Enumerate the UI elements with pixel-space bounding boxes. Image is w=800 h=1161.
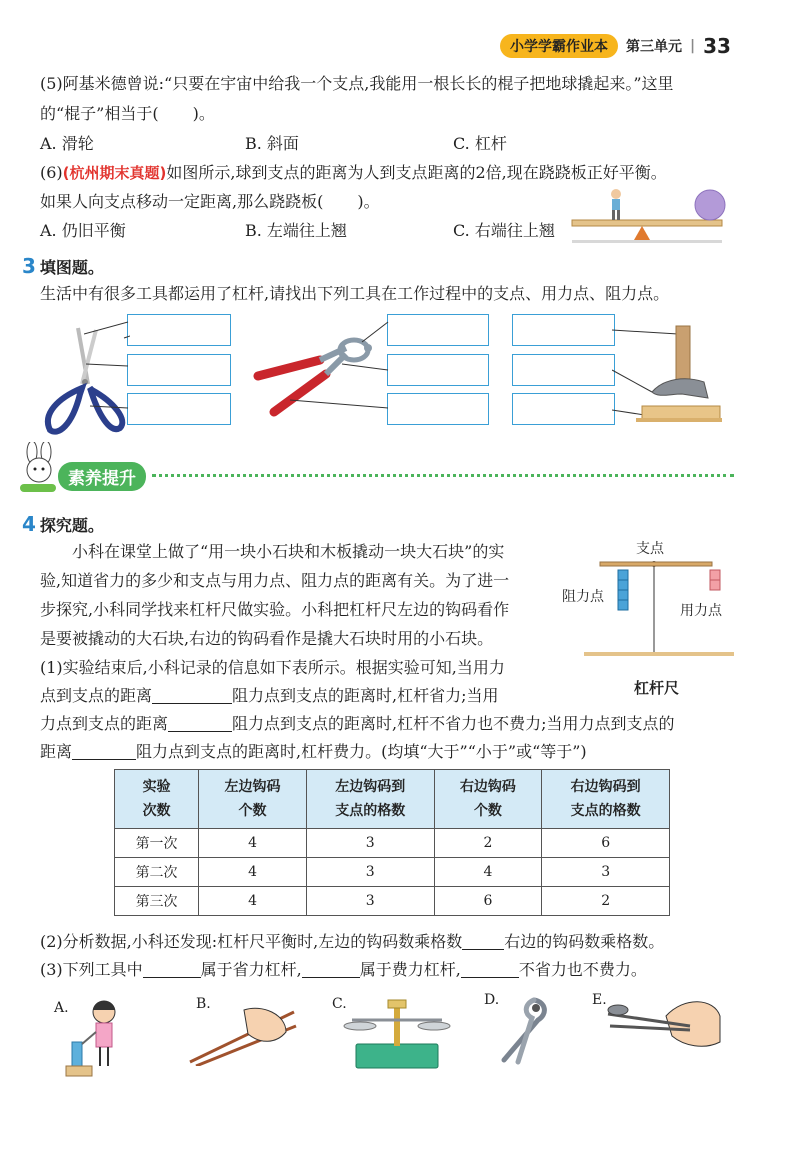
header-trial: 实验 次数	[115, 770, 199, 829]
nutcracker-box-3[interactable]	[387, 393, 489, 425]
table-cell: 6	[434, 887, 542, 916]
lever-base	[584, 652, 734, 656]
table-cell: 4	[199, 887, 307, 916]
sec4-q1-line3	[40, 714, 675, 734]
table-cell: 第三次	[115, 887, 199, 916]
q2-text-b: 右边的钩码数乘格数。	[504, 932, 665, 951]
right-weights	[710, 570, 720, 590]
q3-blank-3[interactable]	[461, 961, 519, 978]
hammer-box-3[interactable]	[512, 393, 615, 425]
sec4-q3	[40, 960, 647, 980]
lever-label-effort: 用力点	[680, 603, 722, 619]
section-3-desc: 生活中有很多工具都运用了杠杆,请找出下列工具在工作过程中的支点、用力点、阻力点。	[40, 284, 670, 303]
table-cell: 3	[306, 829, 434, 858]
q1-text-c: 力点到支点的距离	[40, 714, 169, 733]
q6-option-c: C. 右端往上翘	[453, 221, 555, 240]
table-header-row	[115, 770, 670, 829]
sec4-q1-line1: (1)实验结束后,小科记录的信息如下表所示。根据实验可知,当用力	[40, 658, 505, 677]
table-cell: 第一次	[115, 829, 199, 858]
lever-ruler-figure	[584, 556, 734, 664]
header-separator: |	[690, 38, 696, 54]
tool-c-label: C.	[332, 996, 347, 1012]
q6-option-b: B. 左端往上翘	[245, 221, 347, 240]
section-3-number: 3	[22, 254, 36, 278]
table-row	[115, 829, 670, 858]
nutcracker-box-1[interactable]	[387, 314, 489, 346]
ball-figure	[695, 190, 725, 220]
sec4-q1-line4	[40, 742, 587, 762]
section-3-title: 填图题。	[39, 257, 104, 277]
q1-text-f: 阻力点到支点的距离时,杠杆费力。(均填“大于”“小于”或“等于”)	[136, 742, 587, 761]
q6-number: (6)	[40, 163, 63, 182]
scissors-pointer-lines	[84, 310, 130, 420]
unit-title: 第三单元	[626, 39, 682, 55]
left-weights	[618, 570, 628, 610]
page-header	[500, 34, 731, 58]
table-cell: 3	[306, 887, 434, 916]
tool-d-label: D.	[484, 992, 500, 1008]
tool-b-label: B.	[196, 996, 211, 1012]
q5-line2	[40, 104, 215, 124]
q5-option-b: B. 斜面	[245, 134, 299, 153]
chopsticks-icon	[186, 1004, 298, 1066]
banner-dotted-line	[152, 474, 734, 477]
q1-text-a: 点到支点的距离	[40, 686, 153, 705]
girl-water-pump-icon	[64, 998, 144, 1080]
table-cell: 3	[542, 858, 670, 887]
q6-stem: 如图所示,球到支点的距离为人到支点距离的2倍,现在跷跷板正好平衡。	[166, 163, 667, 182]
lever-label-resistance: 阻力点	[562, 589, 604, 605]
q3-blank-1[interactable]	[143, 961, 201, 978]
lever-label-fulcrum: 支点	[636, 541, 664, 557]
seesaw-board	[572, 220, 722, 226]
q6-stem-end: )。	[357, 192, 380, 211]
person-figure	[611, 189, 621, 220]
hammer-box-1[interactable]	[512, 314, 615, 346]
tool-a-label: A.	[54, 1000, 69, 1016]
section-3-heading	[22, 254, 104, 278]
section-4-title: 探究题。	[39, 515, 104, 535]
table-cell: 4	[434, 858, 542, 887]
table-cell: 2	[434, 829, 542, 858]
sec4-para-line3: 步探究,小科同学找来杠杆尺做实验。小科把杠杆尺左边的钩码看作	[40, 600, 510, 619]
sec4-para-line2: 验,知道省力的多少和支点与用力点、阻力点的距离有关。为了进一	[40, 571, 510, 590]
nutcracker-small-icon	[494, 996, 554, 1066]
q3-text-a: (3)下列工具中	[40, 960, 143, 979]
table-cell: 3	[306, 858, 434, 887]
q1-text-e: 距离	[40, 742, 73, 761]
rabbit-mascot-icon	[16, 442, 62, 498]
scissors-box-1[interactable]	[127, 314, 231, 346]
q1-blank-2[interactable]	[168, 715, 232, 732]
header-right-count: 右边钩码 个数	[434, 770, 542, 829]
q6-line1	[40, 163, 667, 183]
header-left-count: 左边钩码 个数	[199, 770, 307, 829]
q5-line1: (5)阿基米德曾说:“只要在宇宙中给我一个支点,我能用一根长长的棍子把地球撬起来。”这里	[40, 74, 674, 93]
table-cell: 6	[542, 829, 670, 858]
q5-stem-end: )。	[192, 104, 215, 123]
q1-text-b: 阻力点到支点的距离时,杠杆省力;当用	[232, 686, 499, 705]
sec4-para-line1: 小科在课堂上做了“用一块小石块和木板撬动一块大石块”的实	[72, 542, 505, 561]
sec4-q1-line2	[40, 686, 499, 706]
balance-scale-icon	[338, 996, 456, 1072]
q5-option-a: A. 滑轮	[40, 134, 94, 153]
table-row	[115, 858, 670, 887]
q6-stem2: 如果人向支点移动一定距离,那么跷跷板(	[40, 192, 324, 211]
q5-option-c: C. 杠杆	[453, 134, 507, 153]
q3-text-d: 不省力也不费力。	[518, 960, 647, 979]
q2-blank[interactable]	[462, 933, 504, 950]
lever-ruler	[600, 562, 712, 566]
q6-source-tag: (杭州期末真题)	[62, 164, 167, 182]
q1-blank-3[interactable]	[72, 743, 136, 760]
nutcracker-box-2[interactable]	[387, 354, 489, 386]
table-cell: 4	[199, 829, 307, 858]
q3-text-c: 属于费力杠杆,	[359, 960, 461, 979]
nutcracker-icon	[250, 320, 390, 420]
q3-text-b: 属于省力杠杆,	[200, 960, 302, 979]
banner-title: 素养提升	[58, 462, 146, 491]
hammer-box-2[interactable]	[512, 354, 615, 386]
page-number: 33	[703, 34, 731, 58]
q5-stem: 的“棍子”相当于(	[40, 104, 159, 123]
sec4-q2	[40, 932, 664, 952]
table-cell: 第二次	[115, 858, 199, 887]
lever-caption: 杠杆尺	[634, 679, 680, 697]
tweezers-hand-icon	[604, 992, 722, 1056]
tool-e-label: E.	[592, 992, 607, 1008]
header-right-dist: 右边钩码到 支点的格数	[542, 770, 670, 829]
q6-line2	[40, 192, 380, 212]
scissors-box-3[interactable]	[127, 393, 231, 425]
seesaw-ground	[572, 240, 722, 243]
seesaw-figure	[570, 186, 730, 244]
seesaw-fulcrum	[634, 226, 650, 240]
q2-text-a: (2)分析数据,小科还发现:杠杆尺平衡时,左边的钩码数乘格数	[40, 932, 463, 951]
header-left-dist: 左边钩码到 支点的格数	[306, 770, 434, 829]
q1-blank-1[interactable]	[152, 687, 232, 704]
q6-option-a: A. 仍旧平衡	[40, 221, 126, 240]
hammer-icon	[612, 322, 722, 434]
table-row	[115, 887, 670, 916]
sec4-para-line4: 是要被撬动的大石块,右边的钩码看作是撬大石块时用的小石块。	[40, 629, 494, 648]
section-4-heading	[22, 512, 104, 536]
table-cell: 2	[542, 887, 670, 916]
book-title: 小学学霸作业本	[500, 34, 618, 58]
experiment-table	[114, 769, 670, 916]
table-cell: 4	[199, 858, 307, 887]
scissors-box-2[interactable]	[127, 354, 231, 386]
section-4-number: 4	[22, 512, 36, 536]
q1-text-d: 阻力点到支点的距离时,杠杆不省力也不费力;当用力点到支点的	[232, 714, 675, 733]
q3-blank-2[interactable]	[302, 961, 360, 978]
